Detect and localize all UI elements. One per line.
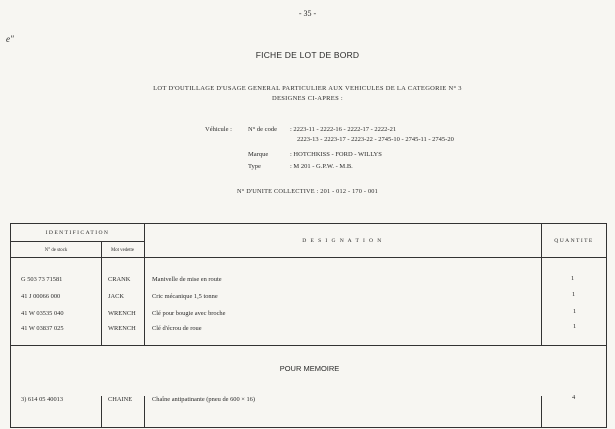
- marque-value: : HOTCHKISS - FORD - WILLYS: [290, 151, 382, 158]
- stock-number: 41 J 00066 000: [21, 293, 61, 300]
- mot-vedette: CHAINE: [108, 396, 133, 403]
- stock-number: G 503 73 71581: [21, 276, 63, 283]
- table-divider: [144, 396, 145, 428]
- marque-label: Marque: [248, 151, 269, 158]
- subtitle-line-2: DESIGNES CI-APRES :: [271, 95, 344, 102]
- subtitle-line-1: LOT D'OUTILLAGE D'USAGE GENERAL PARTICULIER AUX VEHICULES DE LA CATEGORIE N° 3: [153, 85, 462, 92]
- header-vedette: Mot vedette: [110, 248, 135, 253]
- table-divider: [101, 396, 102, 428]
- codes-line-2: 2223-13 - 2223-17 - 2223-22 - 2745-10 - 2745-11 - 2745-20: [297, 136, 454, 143]
- table-divider: [11, 241, 144, 242]
- mot-vedette: JACK: [108, 293, 124, 300]
- quantity: 4: [572, 394, 576, 401]
- quantity: 1: [573, 308, 577, 315]
- designation: Manivelle de mise en route: [152, 276, 222, 283]
- header-stock: N° de stock: [44, 248, 68, 253]
- type-value: : M 201 - G.P.W. - M.B.: [290, 163, 353, 170]
- page-number: - 35 -: [298, 9, 317, 18]
- stock-number: 3) 614 05 40013: [21, 396, 64, 403]
- quantity: 1: [573, 323, 577, 330]
- table-divider: [11, 257, 607, 258]
- mot-vedette: WRENCH: [108, 310, 136, 317]
- header-quantite: QUANTITE: [554, 238, 594, 244]
- vehicle-label: Véhicule :: [205, 126, 232, 133]
- stock-number: 41 W 03535 040: [21, 310, 64, 317]
- table-divider: [541, 396, 542, 428]
- stock-number: 41 W 03837 025: [21, 325, 64, 332]
- header-designation: D E S I G N A T I O N: [302, 238, 383, 244]
- collective-unit-number: N° D'UNITE COLLECTIVE : 201 - 012 - 170 - 001: [236, 188, 379, 195]
- code-label: N° de code: [248, 126, 277, 133]
- equipment-table: [10, 223, 607, 428]
- designation: Chaîne antipatinante (pneu de 600 × 16): [152, 396, 255, 403]
- designation: Clé d'écrou de roue: [152, 325, 202, 332]
- document-title: FICHE DE LOT DE BORD: [255, 50, 360, 60]
- designation: Cric mécanique 1,5 tonne: [152, 293, 218, 300]
- memo-title: POUR MEMOIRE: [279, 364, 340, 373]
- type-label: Type: [248, 163, 261, 170]
- table-divider: [11, 345, 607, 346]
- codes-line-1: : 2223-11 - 2222-16 - 2222-17 - 2222-21: [290, 126, 397, 133]
- quantity: 1: [572, 291, 576, 298]
- mot-vedette: WRENCH: [108, 325, 136, 332]
- quantity: 1: [571, 275, 575, 282]
- designation: Clé pour bougie avec broche: [152, 310, 226, 317]
- corner-handwritten-mark: e": [6, 34, 14, 44]
- header-identification: IDENTIFICATION: [45, 230, 110, 236]
- mot-vedette: CRANK: [108, 276, 131, 283]
